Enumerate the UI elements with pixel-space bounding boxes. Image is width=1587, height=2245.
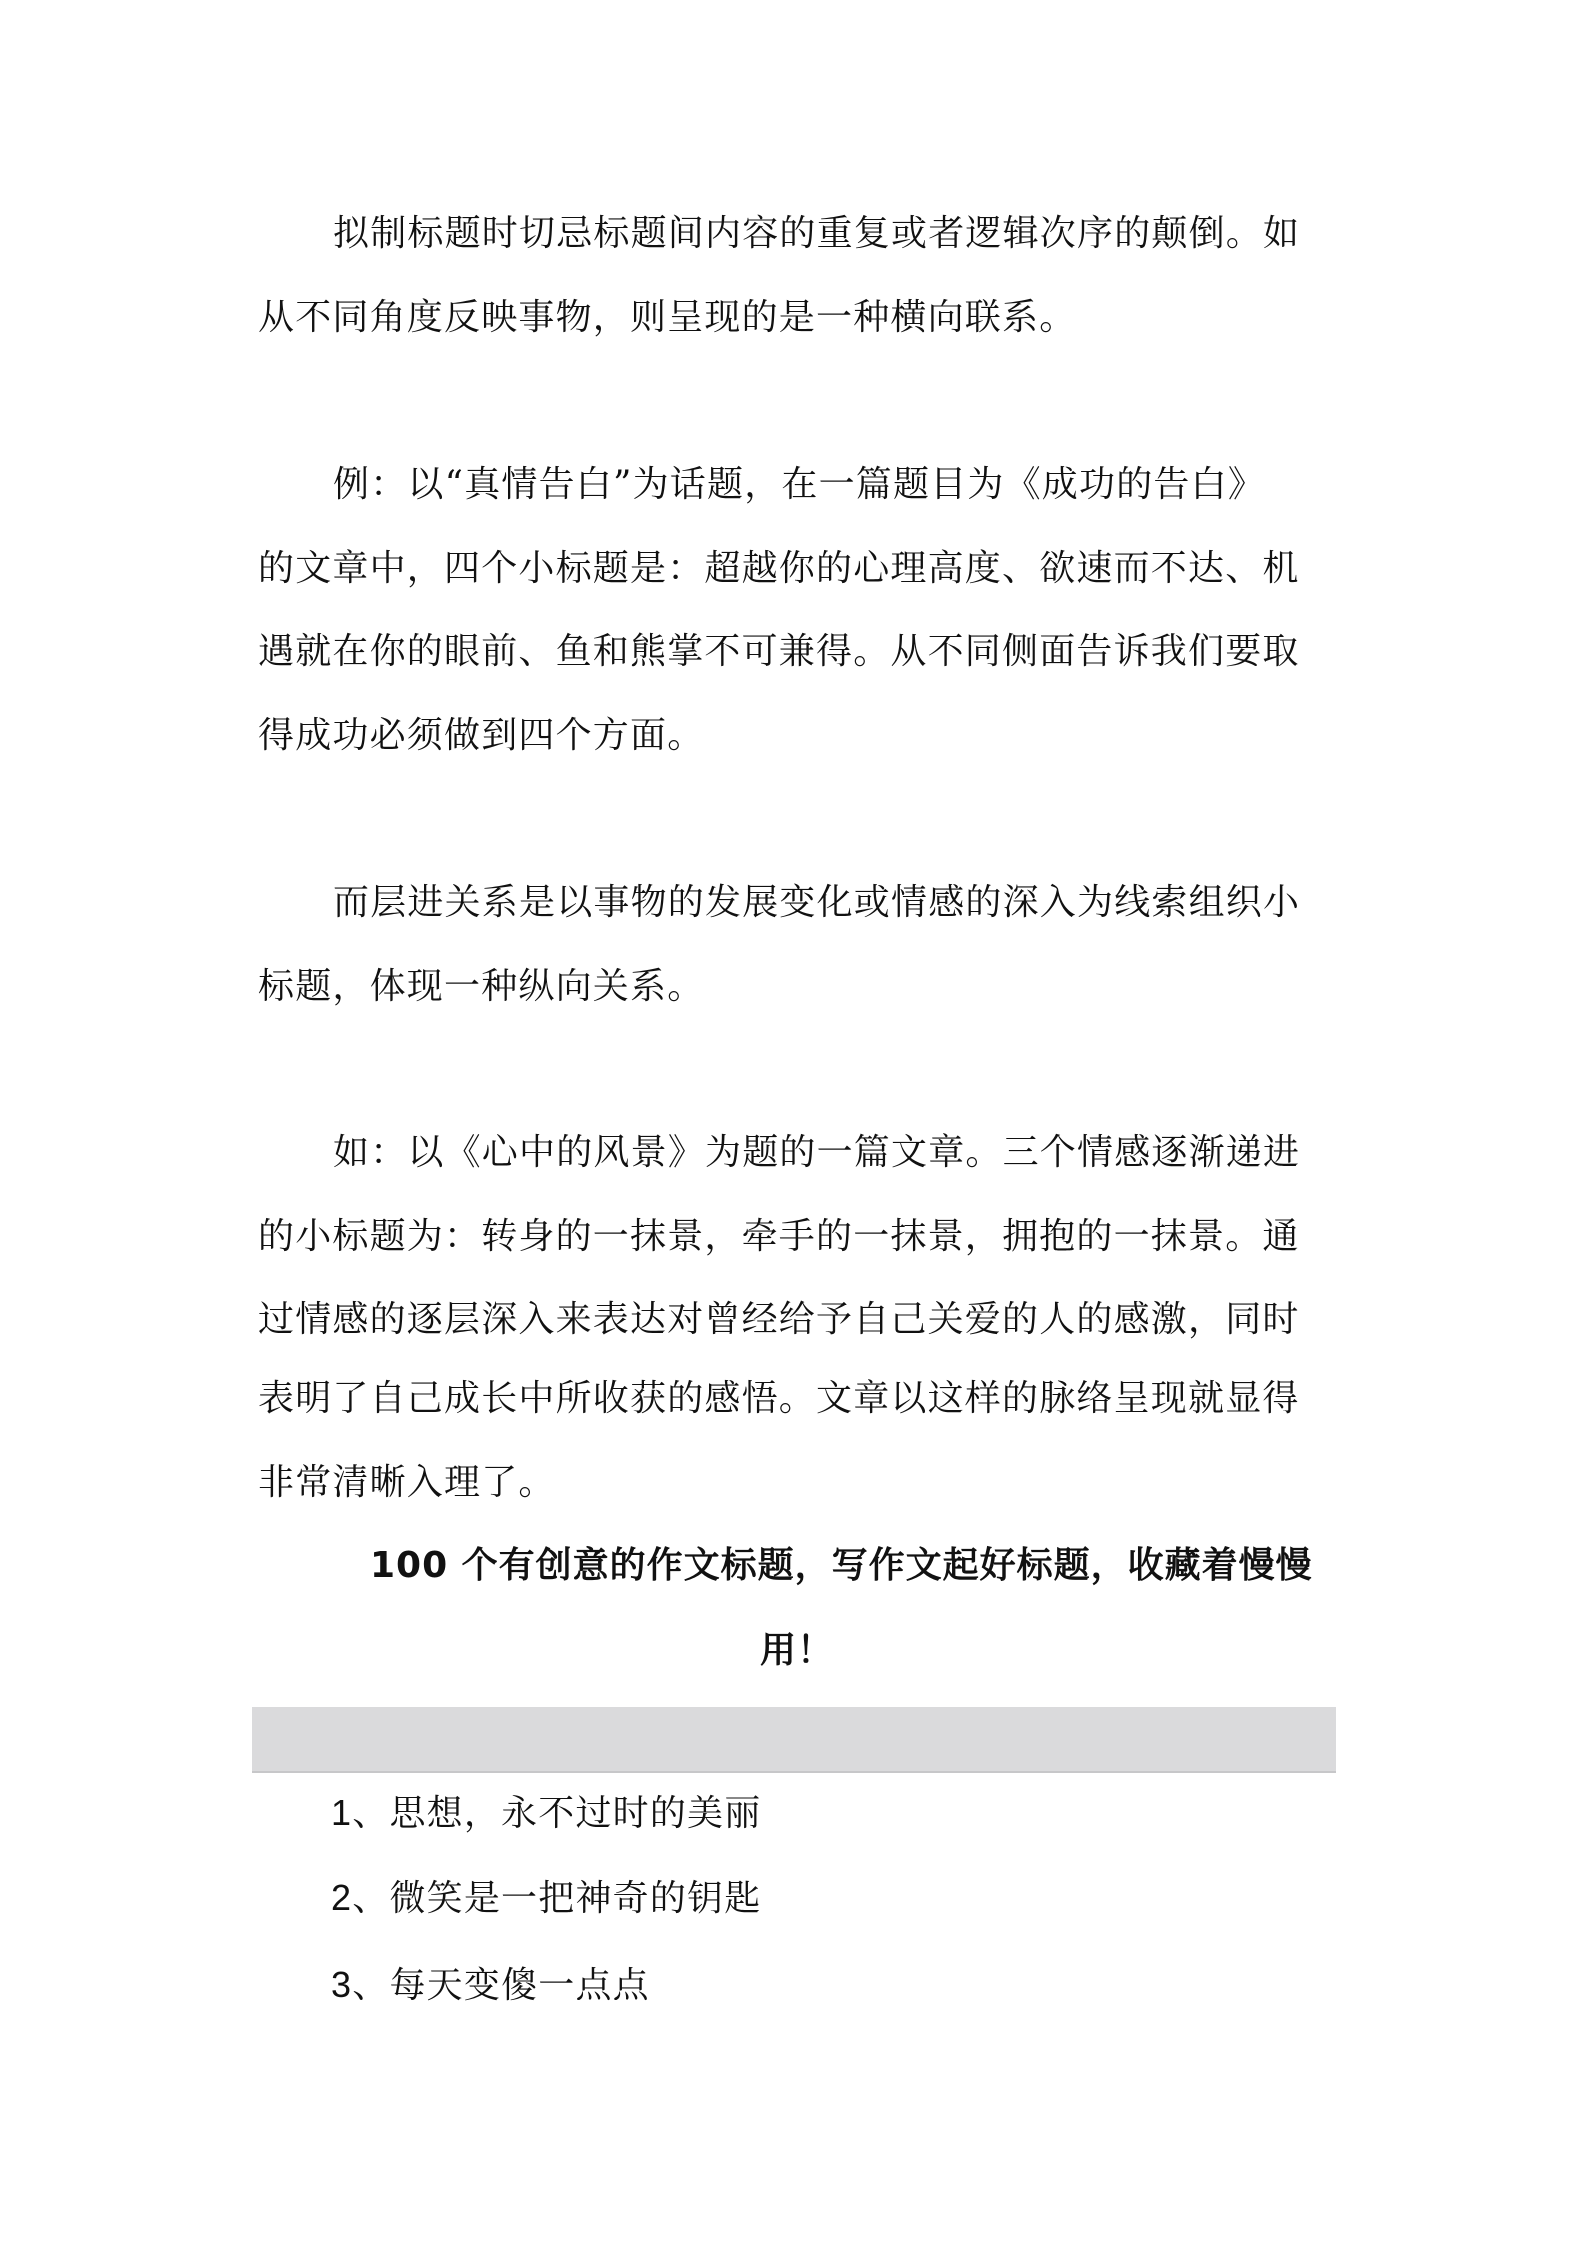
list-item: [331, 1943, 650, 2027]
paragraph-line: 过情感的逐层深入来表达对曾经给予自己关爱的人的感激，同时: [258, 1299, 1300, 1340]
paragraph-line: 的文章中，四个小标题是：超越你的心理高度、欲速而不达、机: [258, 548, 1300, 589]
paragraph-line: 非常清晰入理了。: [258, 1462, 556, 1503]
paragraph-line: 得成功必须做到四个方面。: [258, 715, 705, 756]
heading-line-1: 100 个有创意的作文标题，写作文起好标题，收藏着慢慢: [370, 1545, 1313, 1586]
list-item-separator: 、: [352, 1878, 390, 1919]
list-item-separator: 、: [352, 1965, 390, 2006]
list-item-number: 2: [331, 1877, 353, 1918]
gray-divider-band: [252, 1707, 1336, 1773]
list-item-text: 每天变傻一点点: [389, 1965, 650, 2006]
list-item-separator: 、: [352, 1793, 390, 1834]
paragraph-line: 如：以《心中的风景》为题的一篇文章。三个情感逐渐递进: [333, 1132, 1301, 1173]
paragraph-line: 从不同角度反映事物，则呈现的是一种横向联系。: [258, 297, 1077, 338]
list-item: [331, 1856, 761, 1940]
paragraph-line: 而层进关系是以事物的发展变化或情感的深入为线索组织小: [333, 882, 1301, 923]
list-item-text: 思想，永不过时的美丽: [389, 1793, 762, 1834]
heading-line-2: 用！: [760, 1630, 835, 1671]
list-item-number: 3: [331, 1964, 353, 2005]
paragraph-line: 遇就在你的眼前、鱼和熊掌不可兼得。从不同侧面告诉我们要取: [258, 631, 1300, 672]
paragraph-line: 表明了自己成长中所收获的感悟。文章以这样的脉络呈现就显得: [258, 1378, 1300, 1419]
paragraph-line: 拟制标题时切忌标题间内容的重复或者逻辑次序的颠倒。如: [333, 213, 1301, 254]
list-item-text: 微笑是一把神奇的钥匙: [389, 1878, 762, 1919]
paragraph-line: 标题，体现一种纵向关系。: [258, 966, 705, 1007]
list-item-number: 1: [331, 1792, 353, 1833]
paragraph-line: 例：以“真情告白”为话题，在一篇题目为《成功的告白》: [333, 464, 1266, 505]
paragraph-line: 的小标题为：转身的一抹景，牵手的一抹景，拥抱的一抹景。通: [258, 1216, 1300, 1257]
list-item: [331, 1771, 761, 1855]
